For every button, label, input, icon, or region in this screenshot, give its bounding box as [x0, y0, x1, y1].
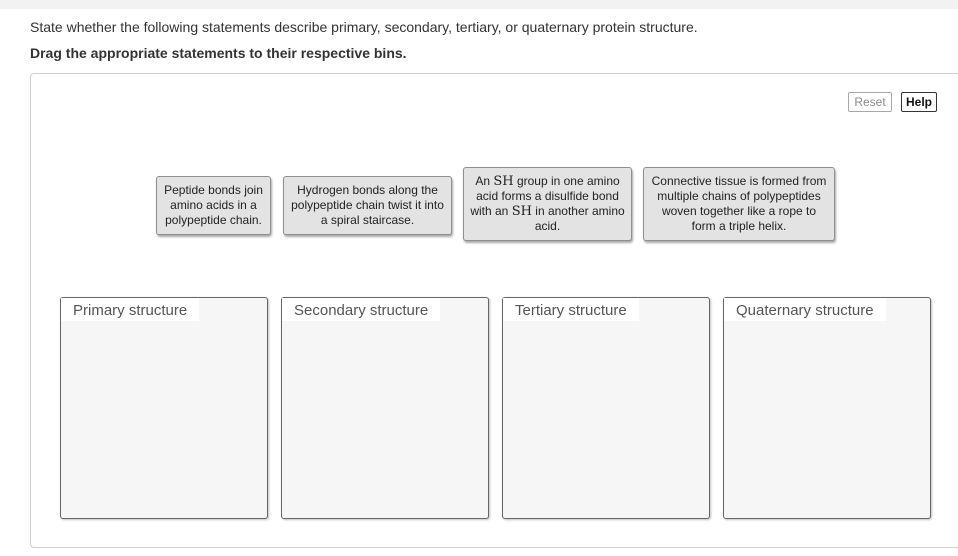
card-text — [469, 174, 626, 234]
bin-label: Primary structure — [61, 298, 199, 321]
draggable-card-peptide-bonds[interactable] — [156, 176, 271, 235]
bin-tertiary-structure[interactable] — [502, 297, 710, 519]
card-text-part: in another amino acid. — [534, 204, 625, 233]
question-prompt: State whether the following statements describe primary, secondary, tertiary, or quaternary protein structure. — [30, 19, 698, 35]
reset-button[interactable]: Reset — [848, 92, 892, 112]
bin-label: Tertiary structure — [503, 298, 639, 321]
bin-label: Secondary structure — [282, 298, 440, 321]
sh-symbol: SH — [511, 204, 532, 219]
bin-primary-structure[interactable] — [60, 297, 268, 519]
bin-secondary-structure[interactable] — [281, 297, 489, 519]
card-text: Hydrogen bonds along the polypeptide chain twist it into a spiral staircase. — [291, 183, 444, 227]
bin-label: Quaternary structure — [724, 298, 886, 321]
top-strip — [0, 0, 958, 9]
draggable-card-hydrogen-bonds[interactable] — [283, 176, 452, 235]
help-button[interactable]: Help — [901, 92, 937, 112]
draggable-card-disulfide-bond[interactable] — [463, 167, 632, 241]
question-directive: Drag the appropriate statements to their respective bins. — [30, 45, 407, 61]
sh-symbol: SH — [493, 174, 514, 189]
card-text: Peptide bonds join amino acids in a polypeptide chain. — [164, 183, 263, 227]
card-text-part: An — [475, 174, 490, 188]
card-text-part: group in one amino acid forms a disulfide bond with an — [470, 174, 620, 218]
draggable-card-triple-helix[interactable] — [643, 167, 835, 241]
bin-quaternary-structure[interactable] — [723, 297, 931, 519]
card-text: Connective tissue is formed from multiple chains of polypeptides woven together like a rope to form a triple helix. — [651, 174, 827, 233]
